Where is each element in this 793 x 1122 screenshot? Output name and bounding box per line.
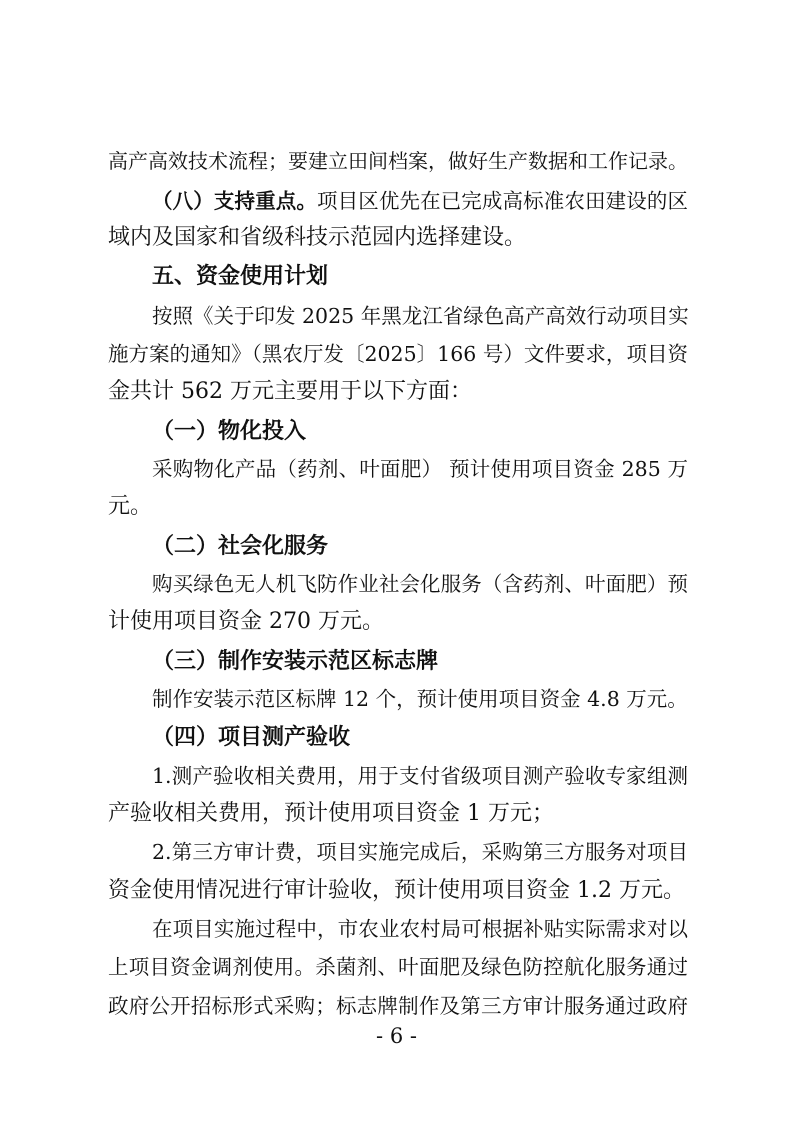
body-line: 元。: [108, 494, 153, 519]
page-number: - 6 -: [376, 1024, 417, 1048]
body-line: 采购物化产品（药剂、叶面肥） 预计使用项目资金 285 万: [152, 457, 688, 481]
body-line: 购买绿色无人机飞防作业社会化服务（含药剂、叶面肥）预: [152, 572, 688, 596]
body-line: [152, 188, 688, 214]
subsection-heading: （二）社会化服务: [152, 533, 329, 559]
body-line: 2.第三方审计费，项目实施完成后，采购第三方服务对项目: [152, 840, 688, 864]
body-line: 资金使用情况进行审计验收，预计使用项目资金 1.2 万元。: [108, 878, 685, 903]
body-line: 高产高效技术流程；要建立田间档案，做好生产数据和工作记录。: [108, 149, 688, 173]
section-heading: 五、资金使用计划: [152, 264, 329, 289]
body-line: 制作安装示范区标牌 12 个，预计使用项目资金 4.8 万元。: [152, 687, 688, 711]
body-line: 域内及国家和省级科技示范园内选择建设。: [108, 225, 527, 250]
subsection-heading: （四）项目测产验收: [152, 724, 351, 750]
body-line: 政府公开招标形式采购；标志牌制作及第三方审计服务通过政府: [108, 994, 688, 1018]
subsection-heading: （一）物化投入: [152, 418, 307, 444]
body-line: 施方案的通知》（黑农厅发〔2025〕166 号）文件要求，项目资: [108, 342, 688, 366]
subsection-heading: （三）制作安装示范区标志牌: [152, 648, 439, 674]
body-line: 1.测产验收相关费用，用于支付省级项目测产验收专家组测: [152, 764, 688, 788]
section-eight-heading: （八）支持重点。: [152, 189, 317, 213]
body-line: 在项目实施过程中，市农业农村局可根据补贴实际需求对以: [152, 917, 688, 941]
section-eight-text: 项目区优先在已完成高标准农田建设的区: [316, 189, 689, 213]
body-line: 金共计 562 万元主要用于以下方面：: [108, 379, 472, 404]
body-line: 上项目资金调剂使用。杀菌剂、叶面肥及绿色防控航化服务通过: [108, 955, 688, 979]
body-line: 计使用项目资金 270 万元。: [108, 609, 384, 634]
body-line: 按照《关于印发 2025 年黑龙江省绿色高产高效行动项目实: [152, 304, 689, 328]
body-line: 产验收相关费用，预计使用项目资金 1 万元；: [108, 801, 554, 826]
